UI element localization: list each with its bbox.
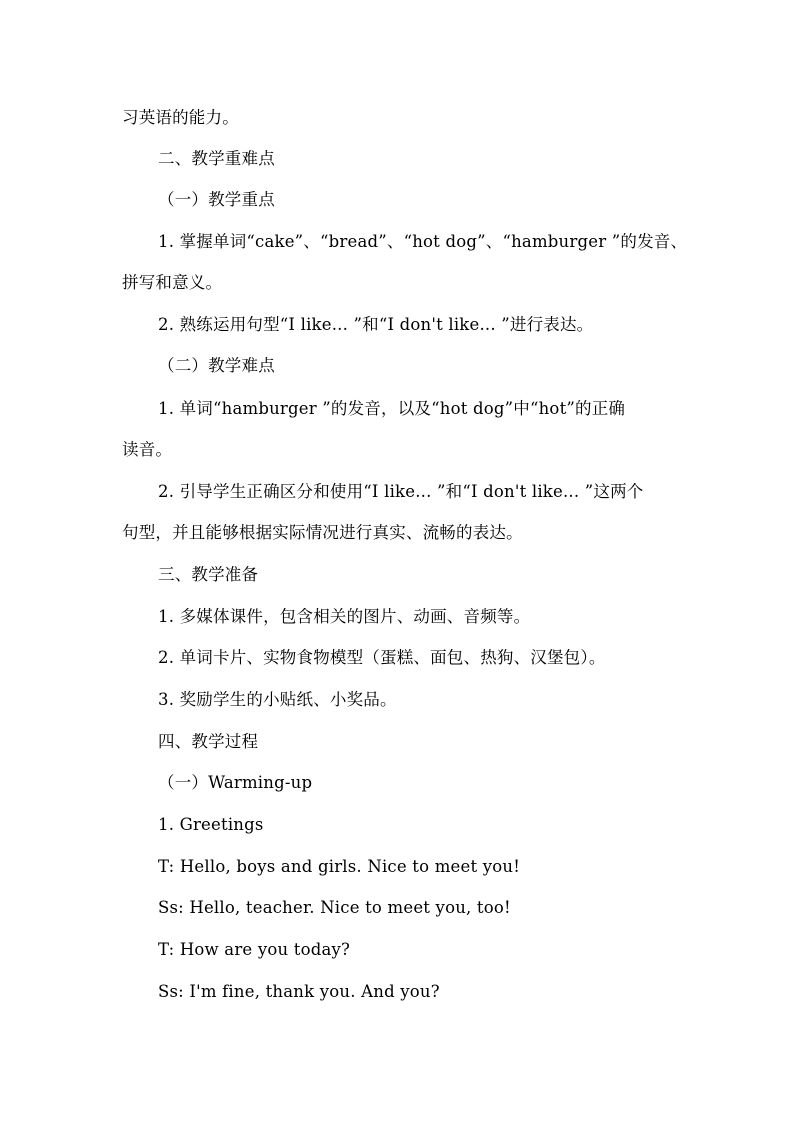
subheading-difficult-points: （二）教学难点 [158, 356, 275, 375]
difficult-point-2: 2. 引导学生正确区分和使用“I like... ”和“I don't like... ”这两个 [158, 482, 644, 501]
section-heading-process: 四、教学过程 [158, 732, 259, 751]
dialogue-line: T: How are you today? [158, 940, 351, 959]
difficult-point-2-continuation: 句型，并且能够根据实际情况进行真实、流畅的表达。 [122, 523, 523, 542]
section-heading-preparation: 三、教学准备 [158, 565, 259, 584]
key-point-2: 2. 熟练运用句型“I like... ”和“I don't like... ”进行表达。 [158, 315, 594, 334]
preparation-item-1: 1. 多媒体课件，包含相关的图片、动画、音频等。 [158, 607, 531, 626]
dialogue-line: Ss: I'm fine, thank you. And you? [158, 982, 440, 1001]
key-point-1-continuation: 拼写和意义。 [122, 273, 223, 292]
key-point-1: 1. 掌握单词“cake”、“bread”、“hot dog”、“hamburger ”的发音、 [158, 232, 688, 251]
paragraph-continuation: 习英语的能力。 [122, 108, 239, 127]
section-heading-difficulties: 二、教学重难点 [158, 149, 275, 168]
preparation-item-2: 2. 单词卡片、实物食物模型（蛋糕、面包、热狗、汉堡包）。 [158, 648, 606, 667]
dialogue-line: Ss: Hello, teacher. Nice to meet you, too! [158, 898, 511, 917]
subheading-warming-up: （一）Warming-up [158, 773, 313, 792]
preparation-item-3: 3. 奖励学生的小贴纸、小奖品。 [158, 690, 397, 709]
difficult-point-1-continuation: 读音。 [122, 440, 173, 459]
dialogue-line: T: Hello, boys and girls. Nice to meet you! [158, 857, 521, 876]
difficult-point-1: 1. 单词“hamburger ”的发音，以及“hot dog”中“hot”的正确 [158, 399, 626, 418]
subheading-key-points: （一）教学重点 [158, 190, 275, 209]
step-greetings: 1. Greetings [158, 815, 264, 834]
